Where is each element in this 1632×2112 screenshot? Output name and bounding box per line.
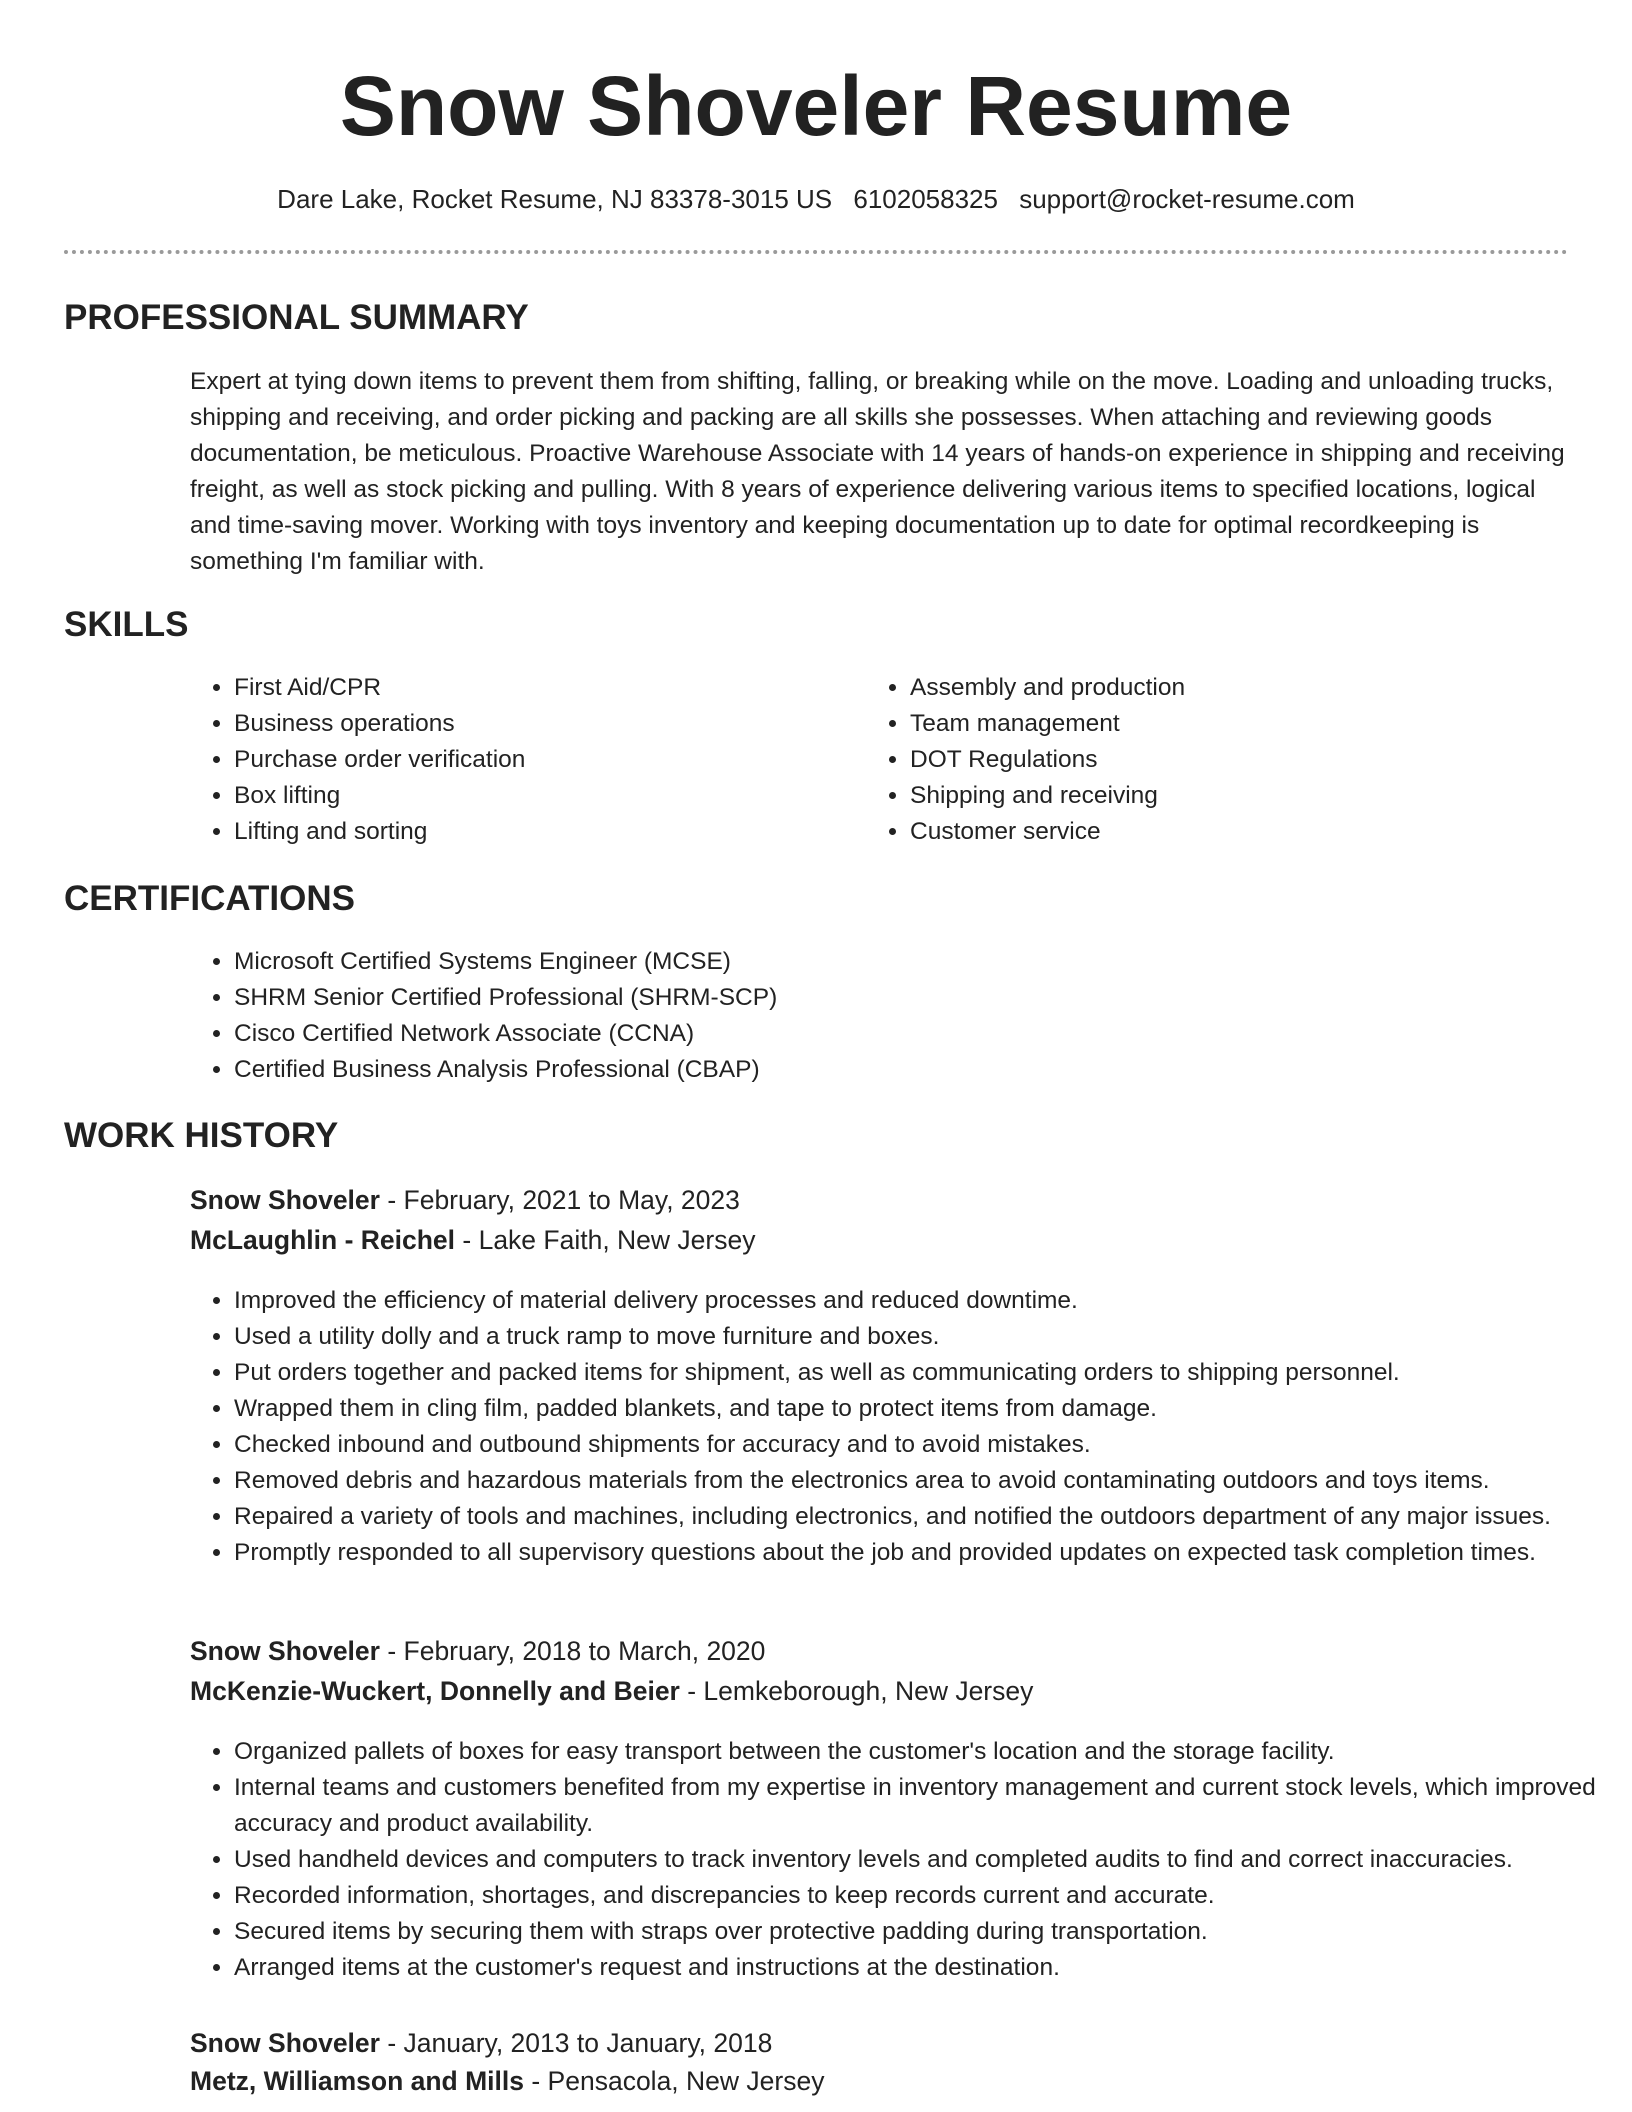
skills-heading: SKILLS: [64, 605, 189, 644]
contact-address: Dare Lake, Rocket Resume, NJ 83378-3015 US: [277, 184, 833, 214]
job-title-line: [190, 2025, 772, 2061]
job-bullet: • Secured items by securing them with straps over protective padding during transportation.: [234, 1914, 1624, 1950]
job-bullet: • Internal teams and customers benefited from my expertise in inventory management and current stock levels, which improved accuracy and product availability.: [234, 1770, 1624, 1842]
header-divider: [64, 250, 1568, 254]
job-title-line: [190, 1182, 740, 1218]
skill-item: • Assembly and production: [910, 670, 1530, 706]
job-bullet: • Removed debris and hazardous materials from the electronics area to avoid contaminating outdoors and toys items.: [234, 1463, 1624, 1499]
contact-line: [0, 183, 1632, 215]
summary-heading: PROFESSIONAL SUMMARY: [64, 298, 529, 337]
resume-title: Snow Shoveler Resume: [339, 59, 1293, 153]
skill-item: • Purchase order verification: [234, 742, 854, 778]
job-company-line: [190, 2063, 824, 2099]
job-bullet: • Used handheld devices and computers to track inventory levels and completed audits to find and correct inaccuracies.: [234, 1842, 1624, 1878]
contact-email: support@rocket-resume.com: [1019, 184, 1355, 214]
job-company: McLaughlin - Reichel: [190, 1225, 456, 1255]
job-company: McKenzie-Wuckert, Donnelly and Beier: [190, 1676, 680, 1706]
skills-list-left: [190, 670, 854, 850]
job-bullet: • Put orders together and packed items for shipment, as well as communicating orders to shipping personnel.: [234, 1355, 1624, 1391]
job-dates: - February, 2021 to May, 2023: [379, 1185, 740, 1215]
skill-item: • Customer service: [910, 814, 1530, 850]
job-bullet: • Improved the efficiency of material delivery processes and reduced downtime.: [234, 1283, 1624, 1319]
job-dates: - January, 2013 to January, 2018: [379, 2028, 773, 2058]
skill-item: • DOT Regulations: [910, 742, 1530, 778]
work-history-heading: WORK HISTORY: [64, 1116, 339, 1155]
job-company-line: [190, 1222, 755, 1258]
skill-item: • Lifting and sorting: [234, 814, 854, 850]
job-location: - Lake Faith, New Jersey: [455, 1225, 756, 1255]
job-location: - Lemkeborough, New Jersey: [679, 1676, 1034, 1706]
certifications-list: [190, 944, 1434, 1088]
certification-item: • Cisco Certified Network Associate (CCNA): [234, 1016, 1434, 1052]
contact-phone: 6102058325: [853, 184, 998, 214]
job-bullets: [190, 1734, 1624, 1986]
job-role: Snow Shoveler: [190, 1185, 380, 1215]
summary-text: Expert at tying down items to prevent them from shifting, falling, or breaking while on the move. Loading and unloading trucks, shipping and receiving, and order picking and packing are all skills she possesses. When attaching and reviewing goods documentation, be meticulous. Proactive Warehouse Associate with 14 years of hands-on experience in shipping and receiving freight, as well as stock picking and pulling. With 8 years of experience delivering various items to specified locations, logical and time-saving mover. Working with toys inventory and keeping documentation up to date for optimal recordkeeping is something I'm familiar with.: [190, 368, 1565, 575]
job-bullet: • Repaired a variety of tools and machines, including electronics, and notified the outdoors department of any major issues.: [234, 1499, 1624, 1535]
skills-list-right: [866, 670, 1530, 850]
skill-item: • Business operations: [234, 706, 854, 742]
job-bullet: • Wrapped them in cling film, padded blankets, and tape to protect items from damage.: [234, 1391, 1624, 1427]
job-role: Snow Shoveler: [190, 1636, 380, 1666]
job-bullet: • Used a utility dolly and a truck ramp to move furniture and boxes.: [234, 1319, 1624, 1355]
job-bullet: • Arranged items at the customer's request and instructions at the destination.: [234, 1950, 1624, 1986]
job-bullet: • Checked inbound and outbound shipments for accuracy and to avoid mistakes.: [234, 1427, 1624, 1463]
job-company: Metz, Williamson and Mills: [190, 2066, 524, 2096]
job-location: - Pensacola, New Jersey: [524, 2066, 825, 2096]
certification-item: • Microsoft Certified Systems Engineer (MCSE): [234, 944, 1434, 980]
certification-item: • SHRM Senior Certified Professional (SHRM-SCP): [234, 980, 1434, 1016]
job-bullet: • Organized pallets of boxes for easy transport between the customer's location and the storage facility.: [234, 1734, 1624, 1770]
skill-item: • Shipping and receiving: [910, 778, 1530, 814]
job-bullets: [190, 1283, 1624, 1571]
certification-item: • Certified Business Analysis Professional (CBAP): [234, 1052, 1434, 1088]
skill-item: • Box lifting: [234, 778, 854, 814]
job-title-line: [190, 1633, 765, 1669]
job-company-line: [190, 1673, 1033, 1709]
job-role: Snow Shoveler: [190, 2028, 380, 2058]
job-bullet: • Recorded information, shortages, and discrepancies to keep records current and accurate.: [234, 1878, 1624, 1914]
job-dates: - February, 2018 to March, 2020: [379, 1636, 766, 1666]
certifications-heading: CERTIFICATIONS: [64, 879, 356, 918]
skill-item: • Team management: [910, 706, 1530, 742]
job-bullet: • Promptly responded to all supervisory questions about the job and provided updates on expected task completion times.: [234, 1535, 1624, 1571]
skill-item: • First Aid/CPR: [234, 670, 854, 706]
